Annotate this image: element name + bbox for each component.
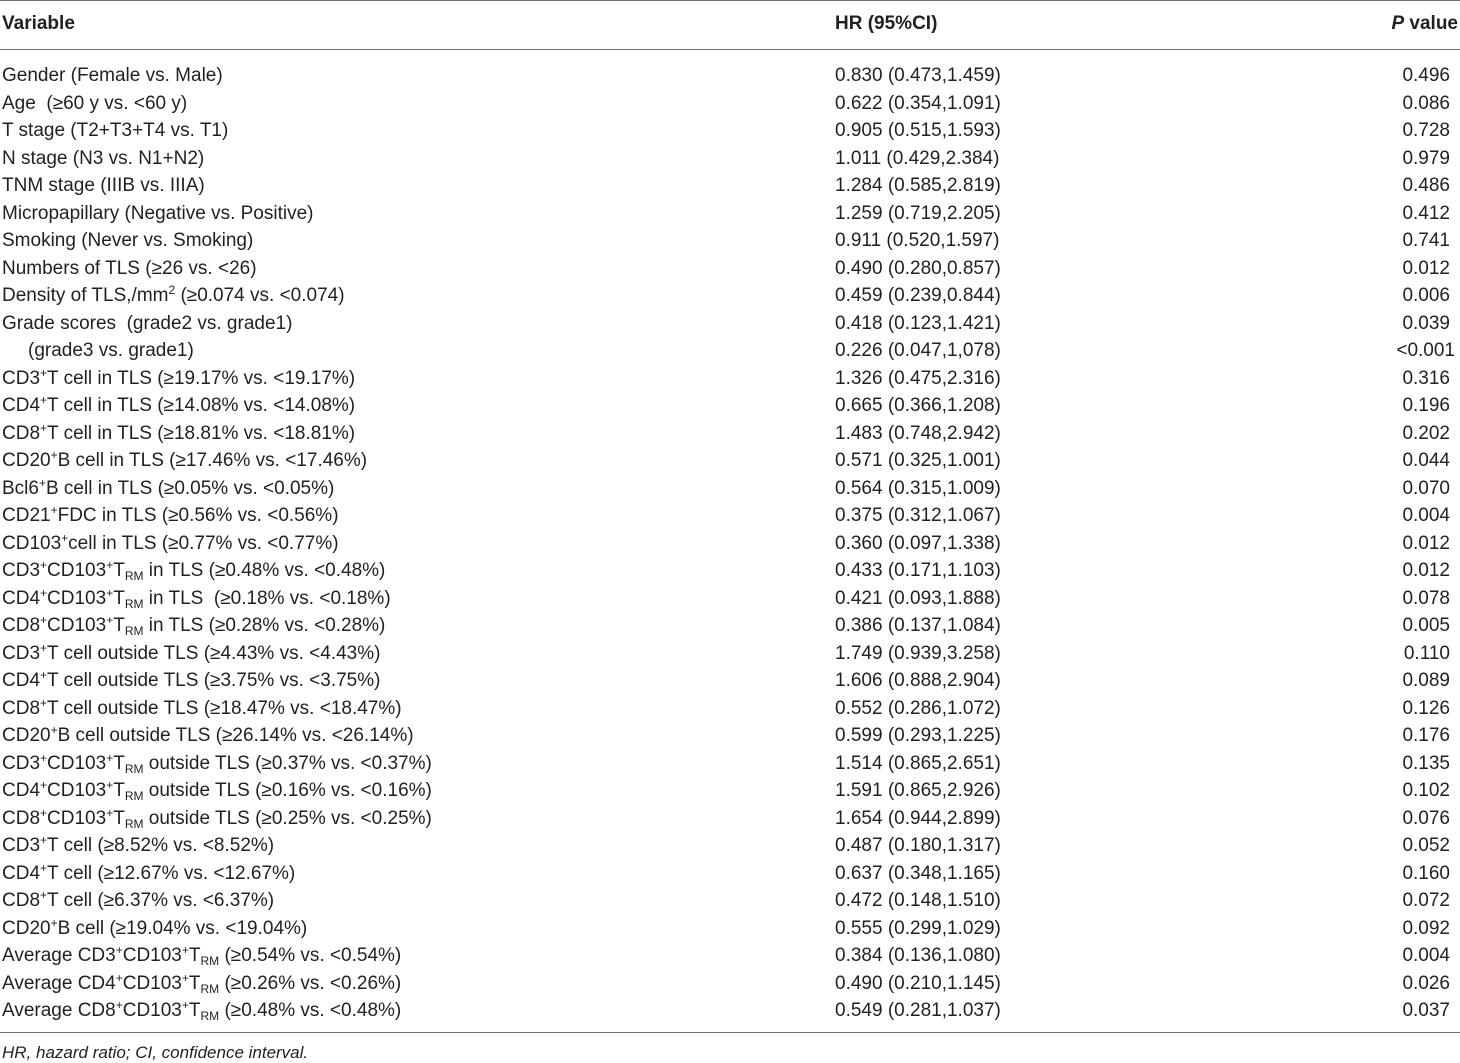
hr-cell: 0.830 (0.473,1.459)	[835, 65, 1001, 86]
superscript: +	[181, 998, 189, 1012]
table-row	[0, 447, 1460, 475]
superscript: +	[38, 475, 46, 490]
p-value-cell: 0.110	[1403, 642, 1450, 664]
superscript: +	[106, 558, 114, 572]
table-row	[0, 530, 1460, 558]
variable-cell	[2, 365, 355, 393]
p-value-cell: 0.044	[1402, 450, 1450, 471]
superscript: +	[40, 750, 48, 765]
superscript: +	[40, 888, 48, 902]
hr-cell: 0.665 (0.366,1.208)	[835, 395, 1001, 416]
variable-text: Gender (Female vs. Male)	[2, 65, 223, 86]
variable-text: in TLS (≥0.18% vs. <0.18%)	[143, 587, 391, 609]
variable-text: CD20	[2, 725, 51, 746]
superscript: +	[50, 448, 58, 462]
table-row	[0, 777, 1460, 805]
hr-cell: 0.564 (0.315,1.009)	[835, 477, 1001, 499]
superscript: +	[181, 943, 189, 957]
variable-cell	[2, 227, 253, 255]
variable-text: FDC in TLS (≥0.56% vs. <0.56%)	[57, 505, 339, 526]
superscript: +	[40, 558, 48, 572]
variable-text: B cell in TLS (≥17.46% vs. <17.46%)	[57, 450, 368, 471]
variable-text: CD20	[2, 917, 51, 939]
table-row	[0, 832, 1460, 860]
variable-text: (≥0.074 vs. <0.074)	[175, 285, 345, 306]
variable-text: CD8	[2, 615, 41, 636]
variable-cell	[2, 62, 223, 90]
p-value-cell: 0.728	[1402, 120, 1450, 141]
variable-cell	[2, 392, 355, 420]
variable-text: CD4	[2, 670, 41, 691]
variable-text: TNM stage (IIIB vs. IIIA)	[2, 175, 205, 196]
variable-cell	[2, 420, 355, 448]
table-row	[0, 970, 1460, 998]
variable-cell	[2, 860, 295, 888]
p-value-cell: 0.086	[1402, 92, 1450, 114]
variable-text: Average CD8	[2, 1000, 116, 1021]
table-row	[0, 667, 1460, 695]
variable-cell	[2, 805, 432, 833]
variable-text: CD3	[2, 560, 41, 581]
table-row	[0, 860, 1460, 888]
variable-text: Age (≥60 y vs. <60 y)	[2, 92, 188, 114]
variable-text: T	[113, 807, 125, 829]
p-value-cell: 0.092	[1402, 917, 1450, 939]
hr-cell: 1.606 (0.888,2.904)	[835, 670, 1001, 691]
hr-cell: 0.226 (0.047,1,078)	[835, 340, 1001, 361]
variable-text: Numbers of TLS (≥26 vs. <26)	[2, 257, 257, 279]
variable-text: T	[113, 752, 125, 774]
superscript: +	[50, 503, 58, 517]
hr-cell: 0.552 (0.286,1.072)	[835, 697, 1001, 719]
variable-cell	[28, 337, 194, 365]
header-rule	[0, 49, 1460, 50]
superscript: +	[181, 970, 189, 985]
table-row	[0, 90, 1460, 118]
hr-cell: 0.555 (0.299,1.029)	[835, 917, 1001, 939]
header-variable: Variable	[2, 13, 75, 34]
table-row	[0, 392, 1460, 420]
hr-cell: 0.375 (0.312,1.067)	[835, 505, 1001, 526]
p-value-cell: 0.316	[1402, 367, 1450, 389]
variable-text: CD103	[122, 972, 182, 994]
p-value-cell: 0.012	[1402, 257, 1450, 279]
variable-text: CD103	[47, 752, 107, 774]
variable-cell	[2, 612, 385, 640]
hr-cell: 0.911 (0.520,1.597)	[835, 230, 1000, 251]
table-row	[0, 750, 1460, 778]
header-p-rest: value	[1404, 13, 1458, 34]
hr-cell: 1.514 (0.865,2.651)	[835, 752, 1001, 774]
variable-text: outside TLS (≥0.16% vs. <0.16%)	[143, 780, 432, 801]
variable-text: T	[113, 587, 125, 609]
table-row	[0, 915, 1460, 943]
variable-text: T	[188, 972, 201, 994]
variable-text: outside TLS (≥0.37% vs. <0.37%)	[143, 752, 432, 774]
p-value-cell: 0.037	[1402, 1000, 1450, 1021]
variable-text: (≥0.48% vs. <0.48%)	[219, 1000, 402, 1021]
variable-text: cell in TLS (≥0.77% vs. <0.77%)	[68, 532, 339, 554]
subscript: RM	[200, 954, 220, 968]
subscript: RM	[124, 789, 144, 803]
variable-text: T cell (≥6.37% vs. <6.37%)	[47, 890, 275, 911]
variable-text: Bcl6	[2, 477, 39, 499]
subscript: RM	[200, 981, 220, 996]
table-row	[0, 117, 1460, 145]
p-value-cell: 0.496	[1402, 65, 1450, 86]
hr-cell: 1.483 (0.748,2.942)	[835, 422, 1001, 444]
hr-cell: 0.360 (0.097,1.338)	[835, 532, 1001, 554]
p-value-cell: 0.004	[1402, 505, 1450, 526]
variable-cell	[2, 530, 339, 558]
table-row	[0, 365, 1460, 393]
p-value-cell: 0.202	[1402, 422, 1450, 444]
superscript: +	[50, 915, 58, 930]
superscript: +	[106, 778, 114, 792]
p-value-cell: 0.979	[1402, 147, 1450, 169]
table-row	[0, 337, 1460, 365]
p-value-cell: 0.102	[1402, 780, 1450, 801]
p-value-cell: <0.001	[1396, 340, 1455, 361]
table-row	[0, 612, 1460, 640]
p-value-cell: 0.126	[1402, 697, 1450, 719]
variable-text: T	[188, 945, 201, 966]
header-p-italic: P	[1391, 13, 1405, 34]
variable-text: CD103	[122, 1000, 182, 1021]
variable-text: CD21	[2, 505, 51, 526]
p-value-cell: 0.006	[1402, 285, 1450, 306]
p-value-cell: 0.486	[1402, 175, 1450, 196]
p-value-cell: 0.072	[1402, 890, 1450, 911]
hr-cell: 1.259 (0.719,2.205)	[835, 202, 1001, 224]
superscript: +	[40, 393, 48, 407]
variable-cell	[2, 585, 391, 613]
variable-text: T	[113, 615, 125, 636]
p-value-cell: 0.089	[1402, 670, 1450, 691]
variable-text: CD4	[2, 587, 41, 609]
variable-text: N stage (N3 vs. N1+N2)	[2, 147, 205, 169]
variable-cell	[2, 832, 274, 860]
variable-text: B cell outside TLS (≥26.14% vs. <26.14%)	[57, 725, 414, 746]
variable-text: CD8	[2, 697, 41, 719]
hr-cell: 1.749 (0.939,3.258)	[835, 642, 1001, 664]
variable-text: B cell in TLS (≥0.05% vs. <0.05%)	[45, 477, 335, 499]
variable-text: Smoking (Never vs. Smoking)	[2, 230, 254, 251]
p-value-cell: 0.078	[1402, 587, 1450, 609]
variable-text: CD8	[2, 422, 41, 444]
p-value-cell: 0.070	[1402, 477, 1450, 499]
table-row	[0, 282, 1460, 310]
variable-cell	[2, 970, 401, 998]
hr-cell: 0.490 (0.280,0.857)	[835, 257, 1001, 279]
hr-cell: 0.599 (0.293,1.225)	[835, 725, 1001, 746]
variable-text: B cell (≥19.04% vs. <19.04%)	[57, 917, 308, 939]
hr-cell: 0.472 (0.148,1.510)	[835, 890, 1001, 911]
hr-cell: 0.571 (0.325,1.001)	[835, 450, 1001, 471]
superscript: +	[40, 668, 48, 682]
p-value-cell: 0.160	[1402, 862, 1450, 884]
superscript: +	[106, 613, 114, 627]
variable-cell	[2, 942, 401, 970]
p-value-cell: 0.039	[1402, 312, 1450, 334]
superscript: +	[106, 750, 114, 765]
variable-text: (≥0.26% vs. <0.26%)	[219, 972, 402, 994]
superscript: +	[40, 613, 48, 627]
variable-text: Average CD3	[2, 945, 116, 966]
hr-cell: 1.654 (0.944,2.899)	[835, 807, 1001, 829]
superscript: +	[40, 420, 48, 435]
variable-text: CD20	[2, 450, 51, 471]
table-row	[0, 695, 1460, 723]
variable-cell	[2, 997, 401, 1025]
subscript: RM	[124, 761, 144, 776]
variable-text: CD3	[2, 752, 41, 774]
variable-text: T	[188, 1000, 201, 1021]
superscript: +	[40, 365, 48, 380]
hr-cell: 1.284 (0.585,2.819)	[835, 175, 1001, 196]
variable-text: CD4	[2, 395, 41, 416]
variable-text: Average CD4	[2, 972, 116, 994]
variable-text: T cell (≥8.52% vs. <8.52%)	[47, 835, 275, 856]
variable-cell	[2, 282, 345, 310]
superscript: +	[115, 970, 123, 985]
table-row	[0, 255, 1460, 283]
table-row	[0, 502, 1460, 530]
hr-cell: 0.637 (0.348,1.165)	[835, 862, 1001, 884]
superscript: +	[115, 998, 123, 1012]
variable-text: CD103	[122, 945, 182, 966]
variable-text: T cell in TLS (≥14.08% vs. <14.08%)	[47, 395, 356, 416]
variable-cell	[2, 502, 339, 530]
subscript: RM	[200, 1009, 220, 1023]
superscript: +	[115, 943, 123, 957]
variable-text: CD103	[47, 807, 107, 829]
subscript: RM	[124, 569, 144, 583]
variable-text: outside TLS (≥0.25% vs. <0.25%)	[143, 807, 432, 829]
superscript: +	[40, 585, 48, 600]
table-row	[0, 997, 1460, 1025]
hr-cell: 1.326 (0.475,2.316)	[835, 367, 1001, 389]
table-top-rule	[0, 0, 1460, 1]
p-value-cell: 0.005	[1402, 615, 1450, 636]
hr-cell: 0.622 (0.354,1.091)	[835, 92, 1001, 114]
subscript: RM	[124, 596, 144, 611]
variable-cell	[2, 255, 257, 283]
variable-cell	[2, 722, 414, 750]
variable-cell	[2, 750, 432, 778]
variable-text: CD103	[47, 587, 107, 609]
superscript: +	[61, 530, 69, 545]
hr-cell: 0.549 (0.281,1.037)	[835, 1000, 1001, 1021]
variable-text: CD103	[47, 780, 107, 801]
variable-text: T	[113, 780, 125, 801]
table-row	[0, 585, 1460, 613]
variable-text: CD8	[2, 890, 41, 911]
p-value-cell: 0.012	[1402, 532, 1450, 554]
superscript: 2	[168, 283, 176, 297]
variable-text: T cell in TLS (≥19.17% vs. <19.17%)	[47, 367, 356, 389]
variable-text: Density of TLS,/mm	[2, 285, 169, 306]
hr-cell: 0.459 (0.239,0.844)	[835, 285, 1001, 306]
header-hr: HR (95%CI)	[835, 13, 938, 34]
variable-text: T cell (≥12.67% vs. <12.67%)	[47, 862, 296, 884]
variable-text: (≥0.54% vs. <0.54%)	[219, 945, 402, 966]
p-value-cell: 0.135	[1402, 752, 1450, 774]
p-value-cell: 0.196	[1402, 395, 1450, 416]
variable-text: CD3	[2, 642, 41, 664]
variable-text: Micropapillary (Negative vs. Positive)	[2, 202, 314, 224]
subscript: RM	[124, 816, 144, 831]
table-row	[0, 420, 1460, 448]
variable-cell	[2, 777, 432, 805]
subscript: RM	[124, 624, 144, 638]
variable-text: (grade3 vs. grade1)	[28, 340, 194, 361]
header-p-value	[1391, 13, 1458, 35]
p-value-cell: 0.026	[1402, 972, 1450, 994]
table-row	[0, 557, 1460, 585]
variable-text: Grade scores (grade2 vs. grade1)	[2, 312, 293, 334]
hr-cell: 0.418 (0.123,1.421)	[835, 312, 1001, 334]
variable-text: CD103	[47, 615, 107, 636]
superscript: +	[40, 860, 48, 875]
hr-cell: 0.421 (0.093,1.888)	[835, 587, 1001, 609]
table-footnote: HR, hazard ratio; CI, confidence interval.	[2, 1043, 309, 1062]
table-row	[0, 172, 1460, 200]
superscript: +	[106, 585, 114, 600]
variable-cell	[2, 915, 307, 943]
variable-cell	[2, 172, 205, 200]
variable-cell	[2, 887, 274, 915]
table-row	[0, 722, 1460, 750]
p-value-cell: 0.012	[1402, 560, 1450, 581]
variable-text: in TLS (≥0.48% vs. <0.48%)	[143, 560, 386, 581]
variable-text: in TLS (≥0.28% vs. <0.28%)	[143, 615, 386, 636]
p-value-cell: 0.076	[1402, 807, 1450, 829]
table-row	[0, 475, 1460, 503]
variable-cell	[2, 557, 385, 585]
table-row	[0, 805, 1460, 833]
table-row	[0, 62, 1460, 90]
table-row	[0, 145, 1460, 173]
variable-text: CD103	[47, 560, 107, 581]
table-row	[0, 640, 1460, 668]
superscript: +	[40, 805, 48, 820]
hr-cell: 0.433 (0.171,1.103)	[835, 560, 1001, 581]
variable-text: T cell in TLS (≥18.81% vs. <18.81%)	[47, 422, 356, 444]
p-value-cell: 0.412	[1402, 202, 1450, 224]
table-bottom-rule	[0, 1032, 1460, 1033]
table-row	[0, 887, 1460, 915]
superscript: +	[50, 723, 58, 737]
p-value-cell: 0.741	[1402, 230, 1450, 251]
hr-cell: 0.905 (0.515,1.593)	[835, 120, 1001, 141]
variable-text: T cell outside TLS (≥3.75% vs. <3.75%)	[47, 670, 381, 691]
table-row	[0, 310, 1460, 338]
hr-cell: 0.490 (0.210,1.145)	[835, 972, 1001, 994]
table-row	[0, 942, 1460, 970]
variable-cell	[2, 117, 228, 145]
table-row	[0, 227, 1460, 255]
superscript: +	[40, 640, 48, 655]
variable-text: T cell outside TLS (≥4.43% vs. <4.43%)	[47, 642, 381, 664]
superscript: +	[106, 805, 114, 820]
variable-text: T stage (T2+T3+T4 vs. T1)	[2, 120, 229, 141]
variable-cell	[2, 640, 380, 668]
variable-text: CD3	[2, 835, 41, 856]
table-row	[0, 200, 1460, 228]
superscript: +	[40, 778, 48, 792]
variable-cell	[2, 310, 292, 338]
variable-cell	[2, 200, 314, 228]
variable-text: CD4	[2, 862, 41, 884]
variable-cell	[2, 667, 380, 695]
p-value-cell: 0.052	[1402, 835, 1450, 856]
hr-cell: 1.011 (0.429,2.384)	[835, 147, 1000, 169]
superscript: +	[40, 833, 48, 847]
superscript: +	[40, 695, 48, 710]
p-value-cell: 0.176	[1402, 725, 1450, 746]
variable-text: T cell outside TLS (≥18.47% vs. <18.47%)	[47, 697, 402, 719]
variable-cell	[2, 447, 367, 475]
hr-cell: 0.384 (0.136,1.080)	[835, 945, 1001, 966]
variable-text: CD8	[2, 807, 41, 829]
variable-text: T	[113, 560, 125, 581]
variable-text: CD103	[2, 532, 62, 554]
hr-cell: 1.591 (0.865,2.926)	[835, 780, 1001, 801]
variable-cell	[2, 695, 402, 723]
variable-cell	[2, 145, 204, 173]
variable-text: CD3	[2, 367, 41, 389]
hr-cell: 0.386 (0.137,1.084)	[835, 615, 1001, 636]
table-body	[0, 62, 1460, 1025]
variable-cell	[2, 475, 334, 503]
hr-cell: 0.487 (0.180,1.317)	[835, 835, 1001, 856]
variable-text: CD4	[2, 780, 41, 801]
p-value-cell: 0.004	[1402, 945, 1450, 966]
variable-cell	[2, 90, 187, 118]
